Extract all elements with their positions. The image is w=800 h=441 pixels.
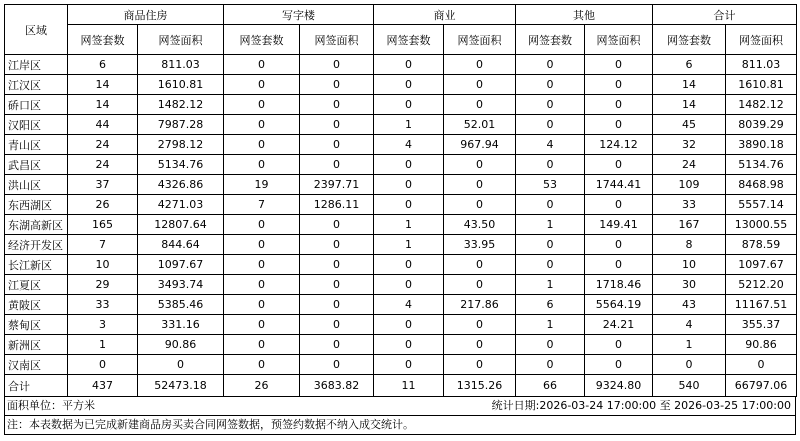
sub-header-count: 网签套数 [68,25,138,55]
area-cell: 331.16 [138,315,224,335]
count-cell: 540 [653,375,726,397]
count-cell: 0 [516,155,585,175]
count-cell: 0 [224,55,300,75]
area-cell: 12807.64 [138,215,224,235]
count-cell: 0 [224,75,300,95]
area-cell: 0 [300,115,374,135]
area-cell: 355.37 [726,315,797,335]
area-cell: 1718.46 [585,275,653,295]
count-cell: 19 [224,175,300,195]
area-cell: 1610.81 [726,75,797,95]
area-cell: 0 [444,75,516,95]
sub-header-count: 网签套数 [516,25,585,55]
count-cell: 26 [68,195,138,215]
count-cell: 0 [374,275,444,295]
count-cell: 1 [516,275,585,295]
region-cell: 汉南区 [5,355,68,375]
count-cell: 14 [653,75,726,95]
area-cell: 4326.86 [138,175,224,195]
count-cell: 0 [374,335,444,355]
area-cell: 4271.03 [138,195,224,215]
area-cell: 967.94 [444,135,516,155]
area-cell: 3493.74 [138,275,224,295]
count-cell: 0 [224,255,300,275]
table-row [5,315,797,335]
area-cell: 3890.18 [726,135,797,155]
area-cell: 0 [300,75,374,95]
count-cell: 4 [516,135,585,155]
area-unit-label: 面积单位：平方米 [7,399,95,412]
region-cell: 长江新区 [5,255,68,275]
count-cell: 14 [653,95,726,115]
table-row [5,335,797,355]
area-cell: 0 [585,155,653,175]
group-header-total: 合计 [653,5,797,25]
region-cell: 新洲区 [5,335,68,355]
count-cell: 0 [68,355,138,375]
count-cell: 0 [224,115,300,135]
area-cell: 52473.18 [138,375,224,397]
area-cell: 0 [444,275,516,295]
count-cell: 7 [224,195,300,215]
count-cell: 0 [224,155,300,175]
count-cell: 4 [374,295,444,315]
count-cell: 0 [374,95,444,115]
count-cell: 11 [374,375,444,397]
area-cell: 33.95 [444,235,516,255]
area-cell: 90.86 [726,335,797,355]
area-cell: 24.21 [585,315,653,335]
count-cell: 24 [68,135,138,155]
count-cell: 0 [224,215,300,235]
count-cell: 0 [224,315,300,335]
count-cell: 66 [516,375,585,397]
area-cell: 844.64 [138,235,224,255]
area-cell: 5212.20 [726,275,797,295]
table-row [5,75,797,95]
area-cell: 0 [444,195,516,215]
area-cell: 5557.14 [726,195,797,215]
count-cell: 0 [374,315,444,335]
count-cell: 37 [68,175,138,195]
stat-period-label: 统计日期:2026-03-24 17:00:00 至 2026-03-25 17:00:00 [491,399,791,412]
area-cell: 5564.19 [585,295,653,315]
region-header: 区域 [5,5,68,55]
count-cell: 1 [516,215,585,235]
area-cell: 0 [444,315,516,335]
count-cell: 6 [653,55,726,75]
area-cell: 0 [444,95,516,115]
region-cell: 江汉区 [5,75,68,95]
area-cell: 0 [300,255,374,275]
count-cell: 6 [68,55,138,75]
group-header-row [5,5,797,25]
region-cell: 蔡甸区 [5,315,68,335]
count-cell: 0 [516,55,585,75]
count-cell: 24 [653,155,726,175]
count-cell: 14 [68,95,138,115]
count-cell: 10 [653,255,726,275]
region-cell: 武昌区 [5,155,68,175]
footer-unit-row [4,397,796,416]
count-cell: 0 [653,355,726,375]
region-cell: 合计 [5,375,68,397]
region-cell: 东西湖区 [5,195,68,215]
count-cell: 33 [68,295,138,315]
count-cell: 0 [516,115,585,135]
region-cell: 硚口区 [5,95,68,115]
area-cell: 811.03 [138,55,224,75]
count-cell: 3 [68,315,138,335]
area-cell: 0 [300,55,374,75]
count-cell: 43 [653,295,726,315]
area-cell: 9324.80 [585,375,653,397]
count-cell: 32 [653,135,726,155]
transaction-report [4,4,796,435]
area-cell: 11167.51 [726,295,797,315]
region-cell: 江岸区 [5,55,68,75]
count-cell: 0 [224,275,300,295]
area-cell: 1286.11 [300,195,374,215]
footnote-text: 注：本表数据为已完成新建商品房买卖合同网签数据，预签约数据不纳入成交统计。 [7,418,414,431]
count-cell: 0 [374,355,444,375]
area-cell: 2798.12 [138,135,224,155]
count-cell: 1 [653,335,726,355]
region-cell: 东湖高新区 [5,215,68,235]
group-header-other: 其他 [516,5,653,25]
area-cell: 811.03 [726,55,797,75]
sub-header-count: 网签套数 [374,25,444,55]
sub-header-area: 网签面积 [138,25,224,55]
count-cell: 437 [68,375,138,397]
count-cell: 4 [374,135,444,155]
area-cell: 5134.76 [138,155,224,175]
area-cell: 0 [300,135,374,155]
area-cell: 13000.55 [726,215,797,235]
count-cell: 0 [516,195,585,215]
table-row [5,355,797,375]
area-cell: 0 [585,195,653,215]
area-cell: 43.50 [444,215,516,235]
count-cell: 0 [224,355,300,375]
table-row [5,275,797,295]
area-cell: 0 [585,55,653,75]
area-cell: 0 [138,355,224,375]
count-cell: 4 [653,315,726,335]
count-cell: 0 [224,135,300,155]
area-cell: 0 [585,95,653,115]
table-row [5,115,797,135]
count-cell: 1 [68,335,138,355]
count-cell: 44 [68,115,138,135]
count-cell: 0 [224,295,300,315]
area-cell: 149.41 [585,215,653,235]
count-cell: 1 [374,235,444,255]
area-cell: 0 [300,235,374,255]
region-cell: 青山区 [5,135,68,155]
area-cell: 0 [444,255,516,275]
area-cell: 8039.29 [726,115,797,135]
table-row [5,175,797,195]
count-cell: 0 [516,255,585,275]
count-cell: 165 [68,215,138,235]
count-cell: 0 [516,355,585,375]
sub-header-row [5,25,797,55]
area-cell: 52.01 [444,115,516,135]
count-cell: 8 [653,235,726,255]
count-cell: 0 [374,75,444,95]
area-cell: 0 [585,355,653,375]
count-cell: 29 [68,275,138,295]
count-cell: 26 [224,375,300,397]
region-cell: 洪山区 [5,175,68,195]
count-cell: 0 [374,155,444,175]
group-header-office: 写字楼 [224,5,374,25]
area-cell: 0 [444,335,516,355]
table-row [5,95,797,115]
area-cell: 0 [585,235,653,255]
area-cell: 1482.12 [726,95,797,115]
sub-header-area: 网签面积 [726,25,797,55]
table-row [5,215,797,235]
count-cell: 0 [374,255,444,275]
area-cell: 217.86 [444,295,516,315]
area-cell: 7987.28 [138,115,224,135]
sub-header-area: 网签面积 [585,25,653,55]
count-cell: 167 [653,215,726,235]
count-cell: 0 [374,195,444,215]
area-cell: 0 [444,155,516,175]
count-cell: 0 [374,55,444,75]
count-cell: 7 [68,235,138,255]
region-cell: 汉阳区 [5,115,68,135]
area-cell: 0 [300,95,374,115]
count-cell: 10 [68,255,138,275]
table-body [5,55,797,397]
area-cell: 0 [585,75,653,95]
table-row [5,195,797,215]
area-cell: 90.86 [138,335,224,355]
area-cell: 0 [444,175,516,195]
area-cell: 1744.41 [585,175,653,195]
table-row [5,255,797,275]
area-cell: 0 [300,215,374,235]
area-cell: 1097.67 [138,255,224,275]
count-cell: 0 [516,75,585,95]
count-cell: 1 [374,115,444,135]
region-cell: 江夏区 [5,275,68,295]
count-cell: 1 [516,315,585,335]
table-row [5,295,797,315]
area-cell: 0 [300,355,374,375]
area-cell: 5385.46 [138,295,224,315]
area-cell: 878.59 [726,235,797,255]
count-cell: 45 [653,115,726,135]
region-cell: 经济开发区 [5,235,68,255]
count-cell: 0 [516,335,585,355]
count-cell: 0 [516,235,585,255]
area-cell: 0 [585,255,653,275]
area-cell: 0 [585,115,653,135]
area-cell: 5134.76 [726,155,797,175]
count-cell: 6 [516,295,585,315]
sub-header-count: 网签套数 [653,25,726,55]
sub-header-area: 网签面积 [444,25,516,55]
count-cell: 0 [224,335,300,355]
table-row [5,55,797,75]
area-cell: 0 [444,55,516,75]
count-cell: 53 [516,175,585,195]
table-row [5,155,797,175]
count-cell: 0 [224,235,300,255]
area-cell: 1610.81 [138,75,224,95]
area-cell: 0 [300,275,374,295]
area-cell: 0 [300,335,374,355]
count-cell: 0 [374,175,444,195]
region-cell: 黄陂区 [5,295,68,315]
table-row [5,135,797,155]
group-header-commercial: 商业 [374,5,516,25]
area-cell: 0 [726,355,797,375]
count-cell: 24 [68,155,138,175]
count-cell: 1 [374,215,444,235]
area-cell: 0 [444,355,516,375]
sub-header-area: 网签面积 [300,25,374,55]
count-cell: 0 [224,95,300,115]
total-row [5,375,797,397]
area-cell: 1482.12 [138,95,224,115]
area-cell: 0 [300,295,374,315]
footer-note-row [4,416,796,435]
area-cell: 2397.71 [300,175,374,195]
sub-header-count: 网签套数 [224,25,300,55]
area-cell: 3683.82 [300,375,374,397]
area-cell: 124.12 [585,135,653,155]
area-cell: 0 [585,335,653,355]
area-cell: 0 [300,315,374,335]
transaction-table [4,4,797,397]
count-cell: 33 [653,195,726,215]
count-cell: 0 [516,95,585,115]
group-header-residential: 商品住房 [68,5,224,25]
area-cell: 8468.98 [726,175,797,195]
table-row [5,235,797,255]
area-cell: 0 [300,155,374,175]
area-cell: 1315.26 [444,375,516,397]
area-cell: 66797.06 [726,375,797,397]
count-cell: 14 [68,75,138,95]
area-cell: 1097.67 [726,255,797,275]
count-cell: 30 [653,275,726,295]
count-cell: 109 [653,175,726,195]
